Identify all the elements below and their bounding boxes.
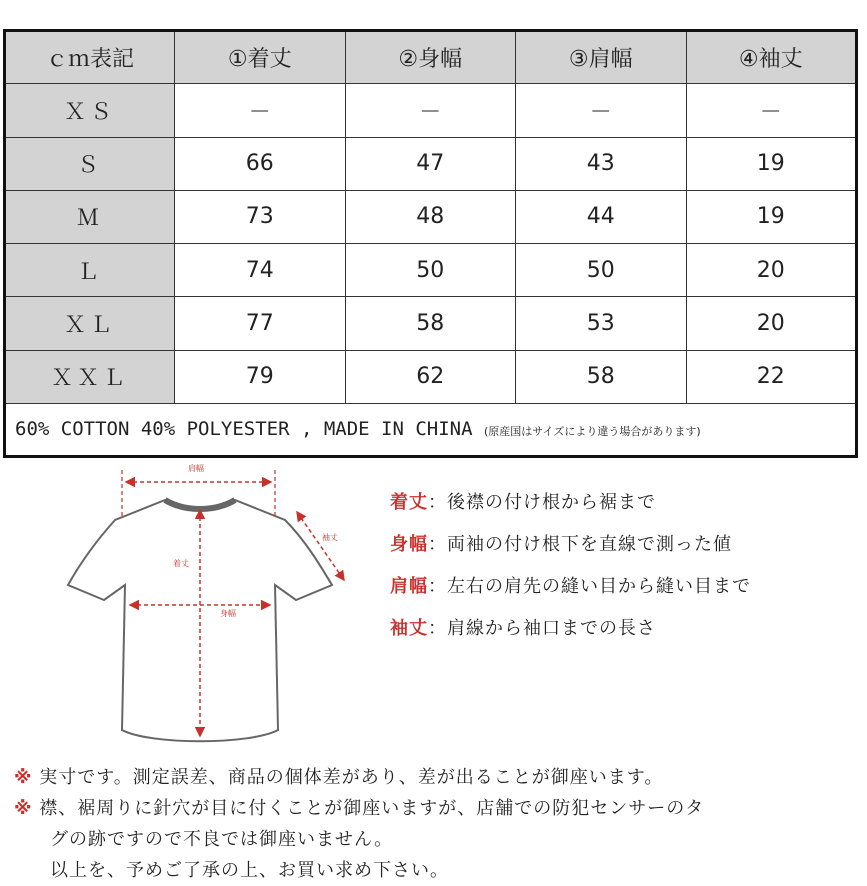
cell-width: 62 <box>345 350 516 403</box>
material-text: 60% COTTON 40% POLYESTER , MADE IN CHINA <box>15 418 473 441</box>
header-length: ①着丈 <box>175 31 346 84</box>
header-shoulder: ③肩幅 <box>516 31 687 84</box>
length-label: 着丈 <box>173 559 189 568</box>
cell-sleeve: 19 <box>686 137 857 190</box>
cell-shoulder: 50 <box>516 244 687 297</box>
note-pinholes: ※ 襟、裾周りに針穴が目に付くことが御座いますが、店舗での防犯センサーのタ <box>14 798 705 819</box>
cell-length: 79 <box>175 350 346 403</box>
size-label: ＸＸＬ <box>5 350 175 403</box>
size-label: ＸＳ <box>5 84 175 137</box>
cell-shoulder: 58 <box>516 350 687 403</box>
cell-width: 48 <box>345 190 516 243</box>
note-acknowledge: 以上を、予めご了承の上、お買い求め下さい。 <box>50 860 449 881</box>
size-table <box>3 29 858 458</box>
table-row <box>5 350 857 403</box>
origin-note: (原産国はサイズにより違う場合があります) <box>484 425 701 439</box>
cell-width: － <box>345 84 516 137</box>
shoulder-label: 肩幅 <box>188 464 204 473</box>
header-unit: ｃｍ表記 <box>5 31 175 84</box>
cell-length: － <box>175 84 346 137</box>
cell-sleeve: 22 <box>686 350 857 403</box>
size-label: Ｓ <box>5 137 175 190</box>
cell-shoulder: 43 <box>516 137 687 190</box>
tshirt-measurement-diagram <box>60 460 360 750</box>
table-footer-row <box>5 403 857 456</box>
measurement-legend <box>390 488 751 656</box>
cell-width: 58 <box>345 297 516 350</box>
cell-sleeve: 20 <box>686 244 857 297</box>
material-info <box>5 403 857 456</box>
legend-item-width: 身幅：両袖の付け根下を直線で測った値 <box>390 534 732 555</box>
cell-length: 66 <box>175 137 346 190</box>
size-label: Ｍ <box>5 190 175 243</box>
table-row <box>5 244 857 297</box>
cell-length: 77 <box>175 297 346 350</box>
legend-item-sleeve: 袖丈：肩線から袖口までの長さ <box>390 618 656 639</box>
size-label: ＸＬ <box>5 297 175 350</box>
table-header-row <box>5 31 857 84</box>
cell-shoulder: 44 <box>516 190 687 243</box>
cell-width: 47 <box>345 137 516 190</box>
cell-width: 50 <box>345 244 516 297</box>
legend-item-shoulder: 肩幅：左右の肩先の縫い目から縫い目まで <box>390 576 751 597</box>
legend-item-length: 着丈：後襟の付け根から裾まで <box>390 492 656 513</box>
table-row <box>5 190 857 243</box>
width-label: 身幅 <box>220 609 236 618</box>
cell-length: 73 <box>175 190 346 243</box>
sleeve-label: 袖丈 <box>322 533 338 542</box>
note-pinholes-cont: グの跡ですので不良では御座いません。 <box>50 829 394 850</box>
header-sleeve: ④袖丈 <box>686 31 857 84</box>
cell-sleeve: － <box>686 84 857 137</box>
tshirt-outline-icon <box>60 460 360 750</box>
cell-shoulder: － <box>516 84 687 137</box>
note-measurement: ※ 実寸です。測定誤差、商品の個体差があり、差が出ることが御座います。 <box>14 767 664 788</box>
table-row <box>5 137 857 190</box>
cell-sleeve: 20 <box>686 297 857 350</box>
cell-shoulder: 53 <box>516 297 687 350</box>
header-width: ②身幅 <box>345 31 516 84</box>
notes <box>14 762 704 886</box>
table-row <box>5 84 857 137</box>
cell-length: 74 <box>175 244 346 297</box>
table-row <box>5 297 857 350</box>
cell-sleeve: 19 <box>686 190 857 243</box>
size-label: Ｌ <box>5 244 175 297</box>
